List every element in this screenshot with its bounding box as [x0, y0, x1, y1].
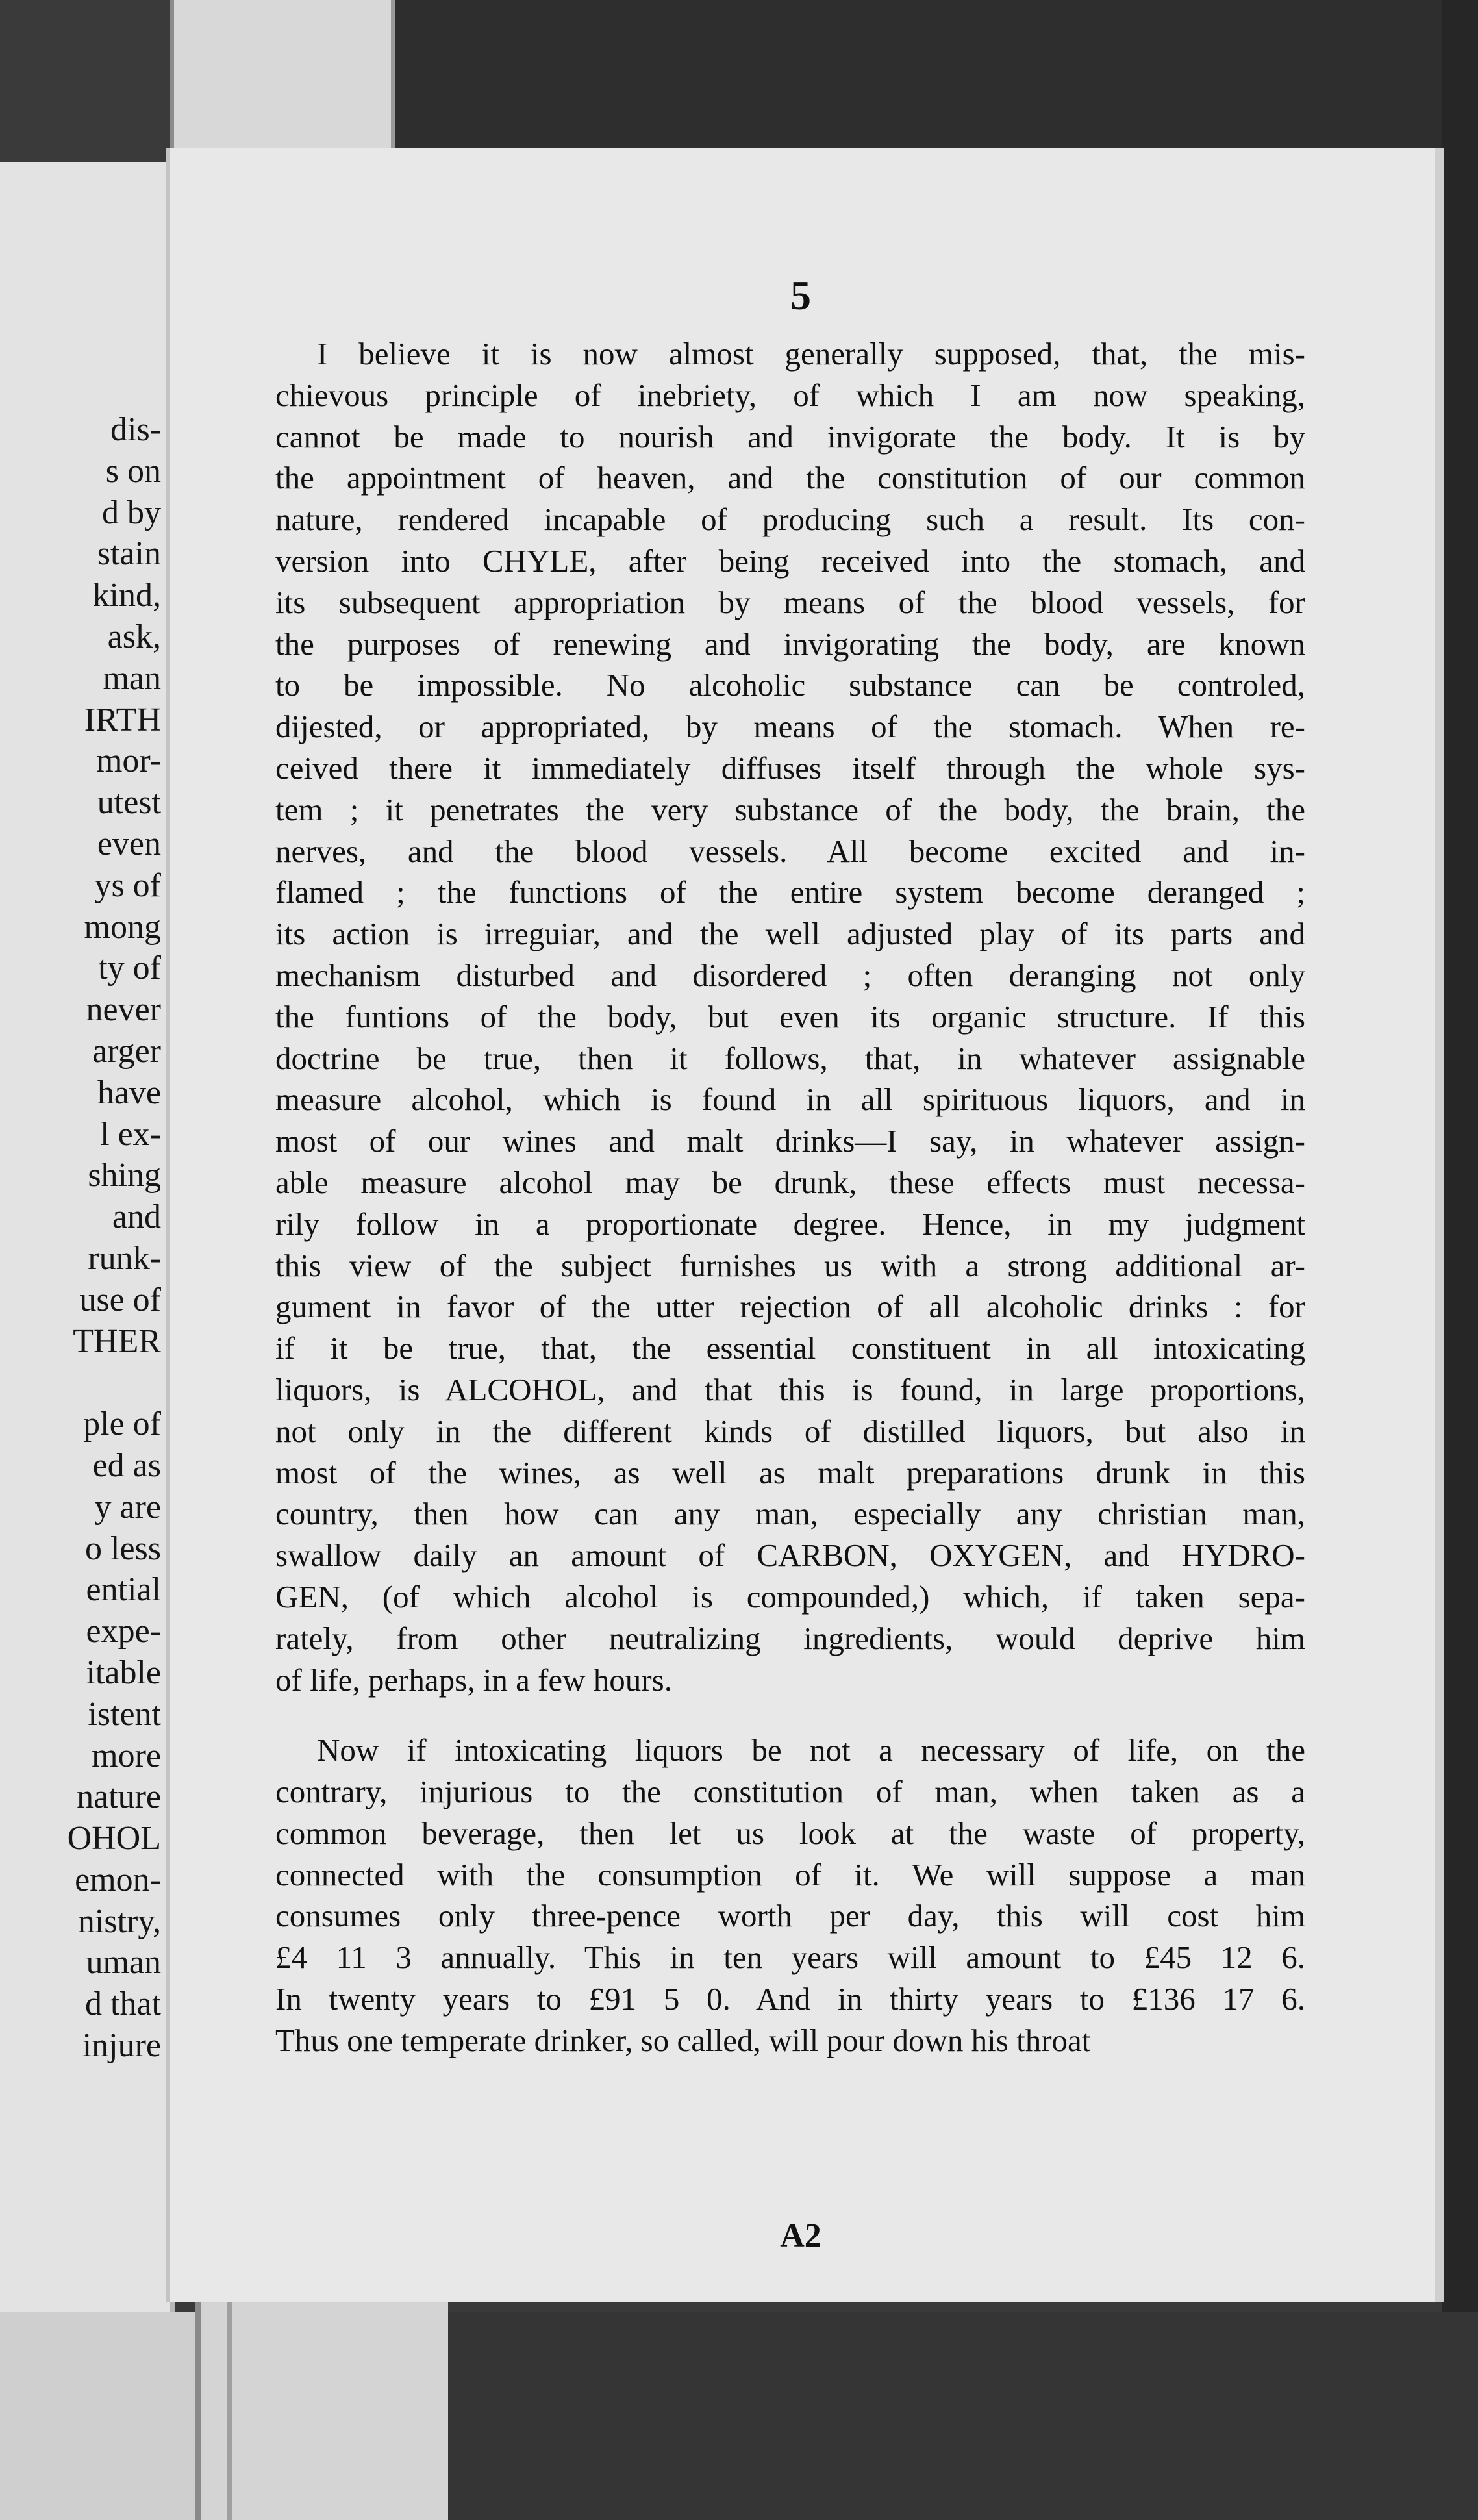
- left-page-line: istent: [88, 1695, 161, 1733]
- binding-strip-bottom: [195, 2299, 448, 2520]
- text-line: its subsequent appropriation by means of the blood vessels, for: [275, 584, 1305, 620]
- text-line: GEN, (of which alcohol is compounded,) which, if taken sepa-: [275, 1578, 1305, 1615]
- left-page-line: mong: [84, 908, 161, 946]
- text-line: nerves, and the blood vessels. All become excited and in-: [275, 833, 1305, 869]
- text-line: flamed ; the functions of the entire system become deranged ;: [275, 874, 1305, 911]
- left-page-line: man: [103, 659, 161, 697]
- left-page-line: itable: [86, 1654, 161, 1691]
- left-page-line: [68, 1362, 161, 1404]
- left-page-line: ys of: [94, 866, 161, 904]
- left-page-bottom-edge: [0, 2312, 195, 2520]
- binding-fold: [227, 2299, 232, 2520]
- text-line: version into CHYLE, after being received into the stomach, and: [275, 542, 1305, 579]
- paragraph-2: [275, 1730, 1305, 2061]
- left-page-line: stain: [97, 535, 161, 573]
- text-line: not only in the different kinds of distilled liquors, but also in: [275, 1413, 1305, 1449]
- text-line: £4 11 3 annually. This in ten years will amount to £45 12 6.: [275, 1939, 1305, 1976]
- signature-mark: A2: [780, 2217, 821, 2254]
- text-line: ceived there it immediately diffuses itself through the whole sys-: [275, 750, 1305, 786]
- scanner-background-bottom: [416, 2312, 1478, 2520]
- text-line: Thus one temperate drinker, so called, will pour down his throat: [275, 2022, 1091, 2058]
- text-line: In twenty years to £91 5 0. And in thirty years to £136 17 6.: [275, 1981, 1305, 2017]
- text-line: common beverage, then let us look at the waste of property,: [275, 1815, 1305, 1851]
- left-page-line: never: [86, 991, 161, 1029]
- text-line: if it be true, that, the essential constituent in all intoxicating: [275, 1330, 1305, 1367]
- text-line: the funtions of the body, but even its organic structure. If this: [275, 998, 1305, 1035]
- left-page-line: ty of: [98, 950, 161, 987]
- left-page-line: have: [97, 1074, 161, 1111]
- left-page-line: d by: [102, 494, 161, 531]
- left-page-line: arger: [92, 1032, 161, 1070]
- text-line: doctrine be true, then it follows, that, in whatever assignable: [275, 1040, 1305, 1076]
- page-body: [275, 333, 1305, 2061]
- left-page-line: use of: [79, 1281, 161, 1318]
- left-page-line: nistry,: [77, 1902, 161, 1940]
- text-line: tem ; it penetrates the very substance of the body, the brain, the: [275, 791, 1305, 827]
- text-line: to be impossible. No alcoholic substance can be controled,: [275, 667, 1305, 703]
- left-page-line: d that: [85, 1985, 161, 2023]
- text-line: swallow daily an amount of CARBON, OXYGEN, and HYDRO-: [275, 1537, 1305, 1574]
- text-line: of life, perhaps, in a few hours.: [275, 1661, 672, 1698]
- left-page-line: OHOL: [67, 1820, 161, 1858]
- paragraph-1: [275, 333, 1305, 1700]
- left-page-line: y are: [94, 1488, 161, 1526]
- left-page-line: THER: [73, 1322, 161, 1360]
- left-page-line: dis-: [110, 411, 161, 448]
- page-number: 5: [790, 272, 811, 318]
- book-page: [166, 148, 1444, 2302]
- left-page-line: injure: [82, 2027, 161, 2065]
- text-line: nature, rendered incapable of producing such a result. Its con-: [275, 501, 1305, 538]
- text-line: Now if intoxicating liquors be not a necessary of life, on the: [317, 1732, 1305, 1769]
- binding-strip-top: [170, 0, 395, 162]
- left-page-line: even: [97, 825, 161, 863]
- text-line: most of our wines and malt drinks—I say, in whatever assign-: [275, 1123, 1305, 1159]
- text-line: most of the wines, as well as malt preparations drunk in this: [275, 1454, 1305, 1491]
- text-line: consumes only three-pence worth per day, this will cost him: [275, 1898, 1305, 1934]
- left-page-line: emon-: [75, 1861, 161, 1898]
- left-page-text-fragments: [68, 409, 161, 2067]
- left-page-line: ask,: [107, 618, 161, 655]
- left-page-line: l ex-: [100, 1115, 161, 1153]
- text-line: rily follow in a proportionate degree. Hence, in my judgment: [275, 1205, 1305, 1242]
- left-page-line: shing: [88, 1157, 161, 1194]
- left-page-line: mor-: [95, 742, 161, 780]
- scanner-background-top: [390, 0, 1478, 156]
- text-line: the appointment of heaven, and the constitution of our common: [275, 460, 1305, 496]
- left-page-line: ential: [86, 1571, 161, 1609]
- left-page-line: utest: [97, 784, 161, 822]
- text-line: measure alcohol, which is found in all spirituous liquors, and in: [275, 1081, 1305, 1118]
- text-line: connected with the consumption of it. We will suppose a man: [275, 1856, 1305, 1893]
- left-facing-page: [0, 162, 175, 2312]
- scanner-background-right: [1442, 0, 1478, 2520]
- left-page-line: more: [92, 1737, 161, 1774]
- text-line: its action is irreguiar, and the well adjusted play of its parts and: [275, 916, 1305, 952]
- left-page-line: s on: [105, 452, 161, 490]
- left-page-line: nature: [77, 1778, 161, 1816]
- binding-edge-line: [170, 0, 174, 162]
- text-line: liquors, is ALCOHOL, and that this is found, in large proportions,: [275, 1371, 1305, 1407]
- text-line: mechanism disturbed and disordered ; often deranging not only: [275, 957, 1305, 993]
- left-page-line: ple of: [83, 1405, 161, 1443]
- left-page-line: ed as: [92, 1446, 161, 1484]
- text-line: I believe it is now almost generally supposed, that, the mis-: [317, 336, 1305, 372]
- text-line: chievous principle of inebriety, of which I am now speaking,: [275, 377, 1305, 413]
- text-line: contrary, injurious to the constitution of man, when taken as a: [275, 1774, 1305, 1810]
- text-line: gument in favor of the utter rejection of all alcoholic drinks : for: [275, 1289, 1305, 1325]
- left-page-line: runk-: [88, 1239, 161, 1277]
- left-page-line: o less: [85, 1530, 161, 1567]
- text-line: the purposes of renewing and invigorating the body, are known: [275, 625, 1305, 662]
- text-line: able measure alcohol may be drunk, these effects must necessa-: [275, 1164, 1305, 1200]
- text-line: this view of the subject furnishes us with a strong additional ar-: [275, 1247, 1305, 1283]
- left-page-line: kind,: [92, 577, 161, 614]
- text-line: cannot be made to nourish and invigorate the body. It is by: [275, 418, 1305, 455]
- left-page-line: uman: [86, 1944, 161, 1982]
- left-page-line: IRTH: [84, 701, 161, 738]
- text-line: rately, from other neutralizing ingredients, would deprive him: [275, 1620, 1305, 1656]
- text-line: dijested, or appropriated, by means of the stomach. When re-: [275, 709, 1305, 745]
- left-page-line: expe-: [86, 1613, 161, 1650]
- left-page-line: and: [112, 1198, 161, 1236]
- text-line: country, then how can any man, especially any christian man,: [275, 1496, 1305, 1532]
